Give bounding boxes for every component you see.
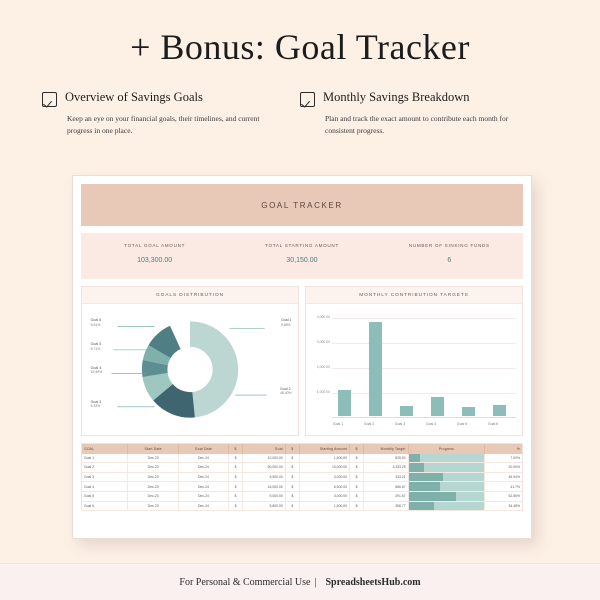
cell-currency: $ <box>350 454 364 464</box>
cell-goal-amount: 50,000.00 <box>243 463 286 473</box>
cell-start-date: Dec-23 <box>128 473 178 483</box>
th-currency: $ <box>229 444 243 454</box>
charts-row <box>81 286 523 436</box>
donut-label-goal-4: Goal 4 15.49% <box>90 365 103 375</box>
cell-monthly-target: 825.00 <box>364 454 409 464</box>
bar-goal-3 <box>400 406 413 416</box>
cell-goal-date: Dec-24 <box>179 502 229 512</box>
feature-title: Monthly Savings Breakdown <box>323 90 470 104</box>
monthly-contribution-targets-card <box>305 286 523 436</box>
y-tick-label: 1,000.00 <box>316 390 330 394</box>
table-row <box>82 463 522 473</box>
bar-goal-6 <box>493 405 506 416</box>
kpi-panel <box>81 233 523 279</box>
dashboard-banner: GOAL TRACKER <box>81 184 523 226</box>
cell-starting-amount: 6,500.00 <box>300 482 350 492</box>
cell-goal-amount: 9,000.00 <box>243 492 286 502</box>
cell-goal-date: Dec-24 <box>179 463 229 473</box>
cell-starting-amount: 3,000.00 <box>300 492 350 502</box>
footer-text: For Personal & Commercial Use <box>179 576 311 588</box>
footer-brand: SpreadsheetsHub.com <box>325 576 421 588</box>
x-tick-label: Goal 3 <box>394 422 406 426</box>
cell-start-date: Dec-23 <box>128 502 178 512</box>
cell-progress <box>409 454 486 464</box>
kpi-total-starting-amount <box>228 233 375 279</box>
th-start-date: Start Date <box>128 444 178 454</box>
donut-label-goal-2: Goal 2 48.40% <box>280 386 292 396</box>
cell-starting-amount: 1,500.00 <box>300 454 350 464</box>
donut-label-goal-1: Goal 1 9.68% <box>280 318 292 328</box>
y-tick-label: 2,000.00 <box>316 365 330 369</box>
donut-label-goal-6: Goal 6 5.61% <box>90 318 102 328</box>
cell-goal: Goal 3 <box>82 473 128 483</box>
chart-title: GOALS DISTRIBUTION <box>82 287 298 304</box>
cell-currency: $ <box>286 454 300 464</box>
cell-monthly-target: 333.21 <box>364 473 409 483</box>
feature-row <box>0 68 600 138</box>
cell-currency: $ <box>229 454 243 464</box>
progress-bar <box>409 502 485 511</box>
th-percent: % <box>516 446 520 451</box>
cell-starting-amount: 3,000.00 <box>300 473 350 483</box>
checkbox-icon <box>42 92 57 107</box>
feature-description: Plan and track the exact amount to contribute each month for consistent progress. <box>325 114 509 136</box>
cell-percent: 7.00% <box>485 454 522 464</box>
cell-percent: 45.94% <box>485 473 522 483</box>
cell-progress <box>409 473 486 483</box>
progress-bar <box>409 473 485 482</box>
cell-goal: Goal 2 <box>82 463 128 473</box>
cell-currency: $ <box>350 492 364 502</box>
th-monthly-target: Monthly Target <box>364 444 409 454</box>
cell-goal-date: Dec-24 <box>179 454 229 464</box>
chart-title: MONTHLY CONTRIBUTION TARGETS <box>306 287 522 304</box>
goals-distribution-card <box>81 286 299 436</box>
cell-goal-date: Dec-24 <box>179 492 229 502</box>
bar-chart <box>306 304 522 435</box>
y-tick-label: - <box>328 414 330 418</box>
cell-goal-amount: 10,000.00 <box>243 454 286 464</box>
cell-currency: $ <box>286 482 300 492</box>
donut-chart <box>82 304 298 435</box>
x-axis <box>332 417 516 418</box>
progress-fill <box>409 463 424 472</box>
th-goal-date: Goal Date <box>179 444 229 454</box>
bar-goal-5 <box>462 407 475 416</box>
table-row <box>82 502 522 512</box>
cell-currency: $ <box>229 463 243 473</box>
cell-currency: $ <box>286 492 300 502</box>
table-row <box>82 482 522 492</box>
feature-title: Overview of Savings Goals <box>65 90 203 104</box>
kpi-label: TOTAL STARTING AMOUNT <box>265 243 339 248</box>
cell-progress <box>409 482 486 492</box>
x-tick-label: Goal 4 <box>425 422 437 426</box>
cell-monthly-target: 666.67 <box>364 482 409 492</box>
progress-fill <box>409 482 441 491</box>
spreadsheet-mockup <box>72 175 532 539</box>
cell-monthly-target: 291.67 <box>364 492 409 502</box>
cell-goal: Goal 4 <box>82 482 128 492</box>
kpi-value: 103,300.00 <box>137 257 173 264</box>
x-tick-label: Goal 5 <box>456 422 468 426</box>
th-currency: $ <box>350 444 364 454</box>
cell-goal-amount: 5,800.00 <box>243 502 286 512</box>
cell-currency: $ <box>286 463 300 473</box>
x-tick-label: Goal 1 <box>332 422 344 426</box>
progress-fill <box>409 492 457 501</box>
table-header-row <box>82 444 522 454</box>
bar-goal-2 <box>369 322 382 416</box>
cell-progress <box>409 463 486 473</box>
cell-monthly-target: 3,333.25 <box>364 463 409 473</box>
th-starting-amount: Starting Amount <box>300 444 350 454</box>
cell-goal: Goal 5 <box>82 492 128 502</box>
cell-currency: $ <box>350 502 364 512</box>
feature-description: Keep an eye on your financial goals, their timelines, and current progress in one place. <box>67 114 260 136</box>
cell-percent: 20.00% <box>485 463 522 473</box>
footer-separator: | <box>314 576 317 588</box>
cell-start-date: Dec-23 <box>128 492 178 502</box>
cell-progress <box>409 492 486 502</box>
donut-label-goal-5: Goal 5 8.71% <box>90 341 102 351</box>
footer <box>0 563 600 600</box>
cell-currency: $ <box>229 482 243 492</box>
cell-goal-amount: 5,500.00 <box>243 473 286 483</box>
cell-currency: $ <box>229 473 243 483</box>
table-row <box>82 454 522 464</box>
progress-fill <box>409 473 444 482</box>
kpi-value: 6 <box>447 257 452 264</box>
bar-goal-1 <box>338 390 351 416</box>
cell-goal: Goal 1 <box>82 454 128 464</box>
donut-svg <box>82 304 298 435</box>
cell-percent: 41.7% <box>485 482 522 492</box>
donut-label-goal-3: Goal 3 5.33% <box>90 399 102 409</box>
cell-currency: $ <box>286 473 300 483</box>
x-tick-label: Goal 6 <box>487 422 499 426</box>
cell-currency: $ <box>229 492 243 502</box>
cell-start-date: Dec-23 <box>128 482 178 492</box>
cell-monthly-target: 358.77 <box>364 502 409 512</box>
th-goal: GOAL <box>82 444 128 454</box>
kpi-value: 30,150.00 <box>286 257 318 264</box>
th-currency: $ <box>286 444 300 454</box>
kpi-total-goal-amount <box>81 233 228 279</box>
progress-fill <box>409 502 435 511</box>
kpi-label: TOTAL GOAL AMOUNT <box>124 243 186 248</box>
kpi-number-of-sinking-funds <box>376 233 523 279</box>
cell-goal: Goal 6 <box>82 502 128 512</box>
cell-goal-amount: 16,000.00 <box>243 482 286 492</box>
cell-currency: $ <box>350 473 364 483</box>
progress-bar <box>409 454 485 463</box>
th-progress: Progress <box>409 444 486 454</box>
cell-currency: $ <box>350 482 364 492</box>
feature-monthly-savings-breakdown <box>300 90 558 138</box>
cell-start-date: Dec-23 <box>128 463 178 473</box>
table-row <box>82 492 522 502</box>
cell-currency: $ <box>229 502 243 512</box>
bar-goal-4 <box>431 397 444 416</box>
y-tick-label: 3,000.00 <box>316 340 330 344</box>
progress-bar <box>409 463 485 472</box>
progress-bar <box>409 482 485 491</box>
table-row <box>82 473 522 483</box>
cell-goal-date: Dec-24 <box>179 473 229 483</box>
th-goal-amount: Goal <box>243 444 286 454</box>
goals-table <box>81 443 523 511</box>
y-tick-label: 4,000.00 <box>316 315 330 319</box>
page-title: + Bonus: Goal Tracker <box>130 27 470 67</box>
cell-percent: 34.48% <box>485 502 522 512</box>
progress-bar <box>409 492 485 501</box>
cell-start-date: Dec-23 <box>128 454 178 464</box>
cell-starting-amount: 10,000.00 <box>300 463 350 473</box>
cell-progress <box>409 502 486 512</box>
progress-fill <box>409 454 420 463</box>
cell-goal-date: Dec-24 <box>179 482 229 492</box>
feature-overview-of-savings-goals <box>42 90 300 138</box>
cell-starting-amount: 1,500.00 <box>300 502 350 512</box>
checkbox-icon <box>300 92 315 107</box>
cell-currency: $ <box>350 463 364 473</box>
cell-currency: $ <box>286 502 300 512</box>
kpi-label: NUMBER OF SINKING FUNDS <box>408 243 490 248</box>
cell-percent: 62.56% <box>485 492 522 502</box>
x-tick-label: Goal 2 <box>363 422 375 426</box>
